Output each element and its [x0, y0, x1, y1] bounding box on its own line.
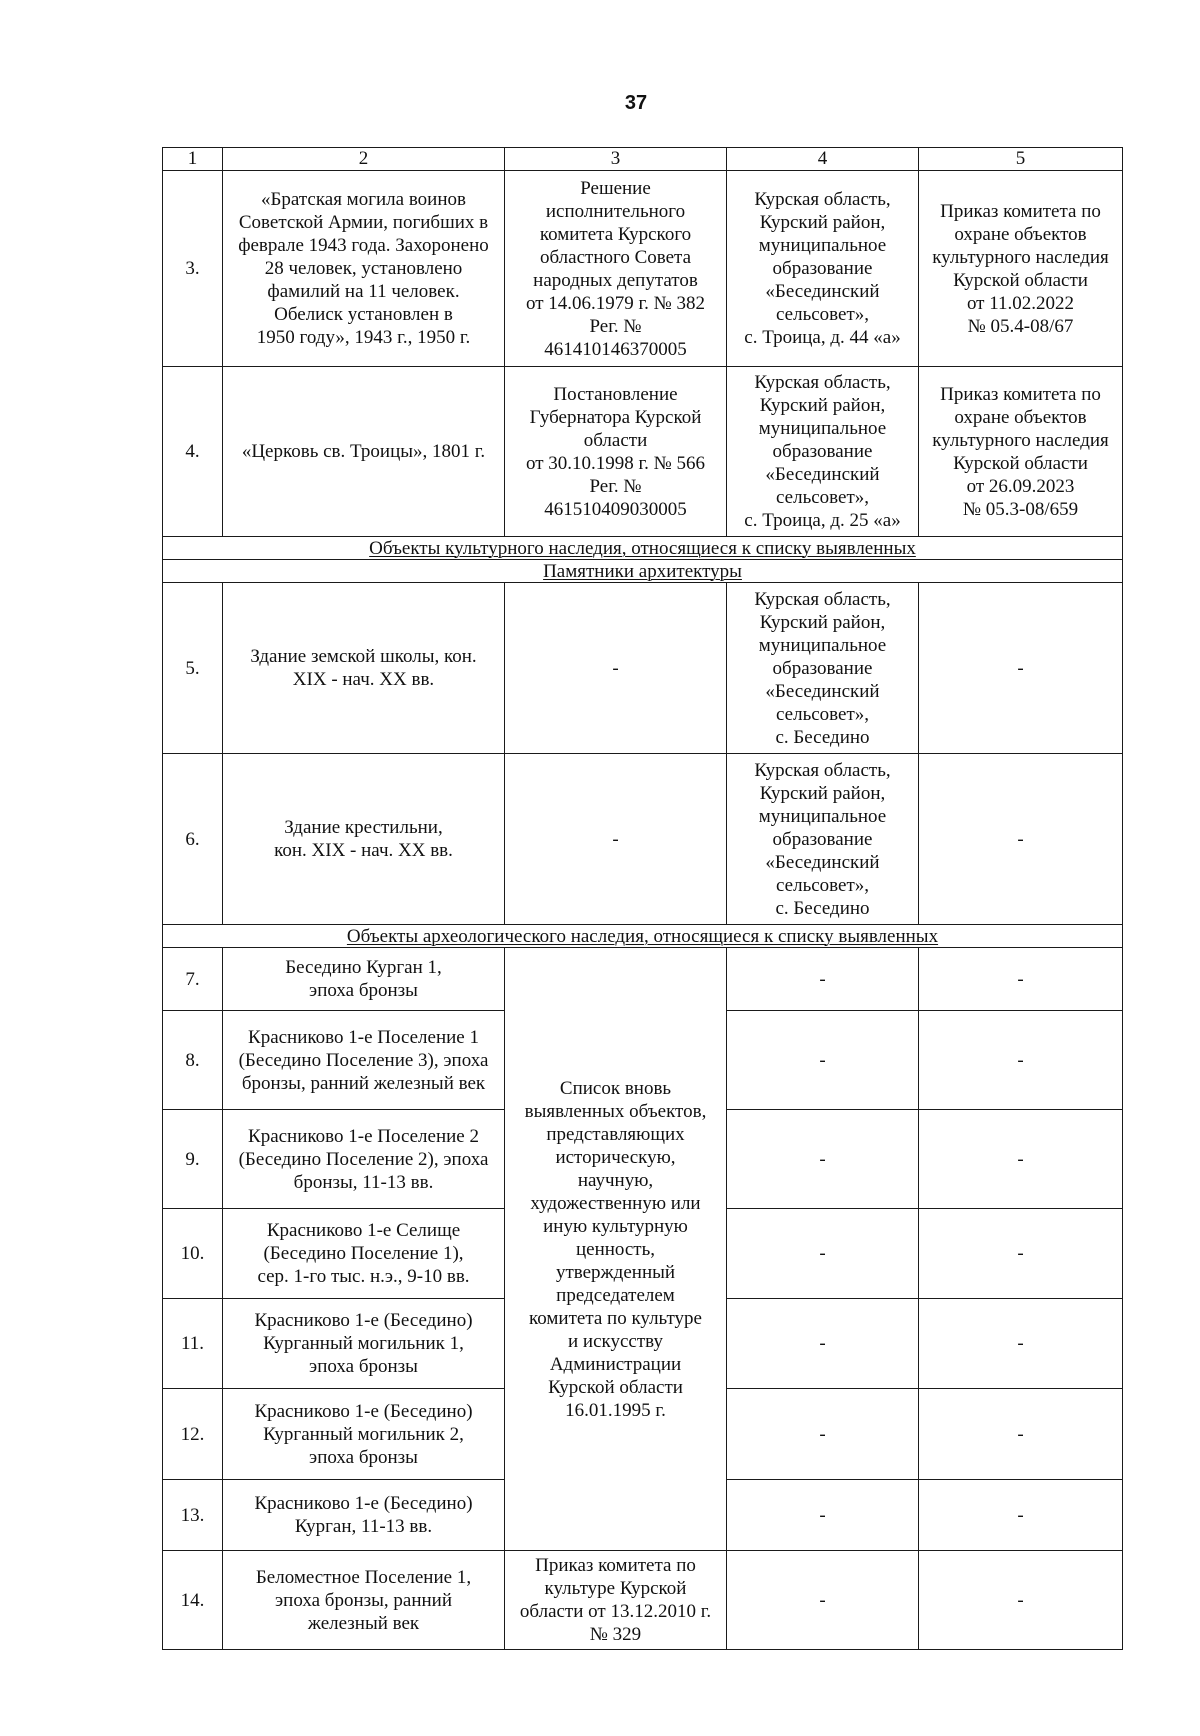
object-location: -	[727, 1011, 919, 1110]
column-number-row	[163, 148, 1123, 171]
protection-order: Приказ комитета по охране объектов культурного наследия Курской области от 26.09.2023 № 05.3-08/659	[919, 367, 1123, 537]
row-number: 3.	[163, 171, 223, 367]
registration-decision: Решение исполнительного комитета Курского областного Совета народных депутатов от 14.06.1979 г. № 382 Рег. № 461410146370005	[505, 171, 727, 367]
heritage-registry-table	[162, 147, 1123, 1650]
object-name: «Церковь св. Троицы», 1801 г.	[223, 367, 505, 537]
protection-order: -	[919, 583, 1123, 754]
table-row	[163, 583, 1123, 754]
object-location: Курская область, Курский район, муниципальное образование «Бесединский сельсовет», с. Троица, д. 44 «а»	[727, 171, 919, 367]
object-location: Курская область, Курский район, муниципальное образование «Бесединский сельсовет», с. Беседино	[727, 583, 919, 754]
object-name: Красниково 1-е Поселение 1 (Беседино Поселение 3), эпоха бронзы, ранний железный век	[223, 1011, 505, 1110]
object-name: Красниково 1-е Поселение 2 (Беседино Поселение 2), эпоха бронзы, 11-13 вв.	[223, 1110, 505, 1209]
protection-order: -	[919, 1011, 1123, 1110]
table-row	[163, 948, 1123, 1011]
section-heading-row	[163, 925, 1123, 948]
section-heading: Объекты культурного наследия, относящиеся к списку выявленных	[163, 537, 1123, 560]
protection-order: -	[919, 754, 1123, 925]
object-name: Здание земской школы, кон. XIX - нач. XX вв.	[223, 583, 505, 754]
row-number: 14.	[163, 1551, 223, 1650]
table-row	[163, 1551, 1123, 1650]
protection-order: -	[919, 948, 1123, 1011]
table-row	[163, 367, 1123, 537]
object-location: -	[727, 1209, 919, 1299]
table-row	[163, 171, 1123, 367]
row-number: 7.	[163, 948, 223, 1011]
registration-decision: Постановление Губернатора Курской области от 30.10.1998 г. № 566 Рег. № 461510409030005	[505, 367, 727, 537]
object-name: Красниково 1-е Селище (Беседино Поселение 1), сер. 1-го тыс. н.э., 9-10 вв.	[223, 1209, 505, 1299]
object-name: Красниково 1-е (Беседино) Курганный могильник 1, эпоха бронзы	[223, 1299, 505, 1389]
row-number: 4.	[163, 367, 223, 537]
object-name: «Братская могила воинов Советской Армии, погибших в феврале 1943 года. Захоронено 28 человек, установлено фамилий на 11 человек. Обелиск установлен в 1950 году», 1943 г., 1950 г.	[223, 171, 505, 367]
object-location: -	[727, 1480, 919, 1551]
protection-order: -	[919, 1209, 1123, 1299]
section-heading-row	[163, 537, 1123, 560]
protection-order: -	[919, 1110, 1123, 1209]
row-number: 10.	[163, 1209, 223, 1299]
column-number-1: 1	[163, 148, 223, 171]
protection-order: -	[919, 1299, 1123, 1389]
subsection-heading: Памятники архитектуры	[163, 560, 1123, 583]
registration-decision: -	[505, 754, 727, 925]
object-name: Беломестное Поселение 1, эпоха бронзы, ранний железный век	[223, 1551, 505, 1650]
subsection-heading-row	[163, 560, 1123, 583]
row-number: 12.	[163, 1389, 223, 1480]
object-location: -	[727, 1299, 919, 1389]
column-number-5: 5	[919, 148, 1123, 171]
protection-order: -	[919, 1551, 1123, 1650]
row-number: 6.	[163, 754, 223, 925]
object-location: Курская область, Курский район, муниципальное образование «Бесединский сельсовет», с. Беседино	[727, 754, 919, 925]
row-number: 13.	[163, 1480, 223, 1551]
object-name: Беседино Курган 1, эпоха бронзы	[223, 948, 505, 1011]
registration-decision-shared: Список вновь выявленных объектов, представляющих историческую, научную, художественную или иную культурную ценность, утвержденный председателем комитета по культуре и искусству Администрации Курской области 16.01.1995 г.	[505, 948, 727, 1551]
row-number: 8.	[163, 1011, 223, 1110]
object-location: -	[727, 1110, 919, 1209]
section-heading: Объекты археологического наследия, относящиеся к списку выявленных	[163, 925, 1123, 948]
protection-order: -	[919, 1389, 1123, 1480]
object-name: Здание крестильни, кон. XIX - нач. XX вв.	[223, 754, 505, 925]
column-number-3: 3	[505, 148, 727, 171]
object-name: Красниково 1-е (Беседино) Курганный могильник 2, эпоха бронзы	[223, 1389, 505, 1480]
object-location: -	[727, 1551, 919, 1650]
registration-decision: Приказ комитета по культуре Курской области от 13.12.2010 г. № 329	[505, 1551, 727, 1650]
object-name: Красниково 1-е (Беседино) Курган, 11-13 вв.	[223, 1480, 505, 1551]
row-number: 5.	[163, 583, 223, 754]
object-location: -	[727, 1389, 919, 1480]
table-row	[163, 754, 1123, 925]
row-number: 11.	[163, 1299, 223, 1389]
protection-order: Приказ комитета по охране объектов культурного наследия Курской области от 11.02.2022 № 05.4-08/67	[919, 171, 1123, 367]
column-number-2: 2	[223, 148, 505, 171]
page-number: 37	[624, 92, 648, 114]
object-location: -	[727, 948, 919, 1011]
registration-decision: -	[505, 583, 727, 754]
row-number: 9.	[163, 1110, 223, 1209]
protection-order: -	[919, 1480, 1123, 1551]
column-number-4: 4	[727, 148, 919, 171]
object-location: Курская область, Курский район, муниципальное образование «Бесединский сельсовет», с. Троица, д. 25 «а»	[727, 367, 919, 537]
